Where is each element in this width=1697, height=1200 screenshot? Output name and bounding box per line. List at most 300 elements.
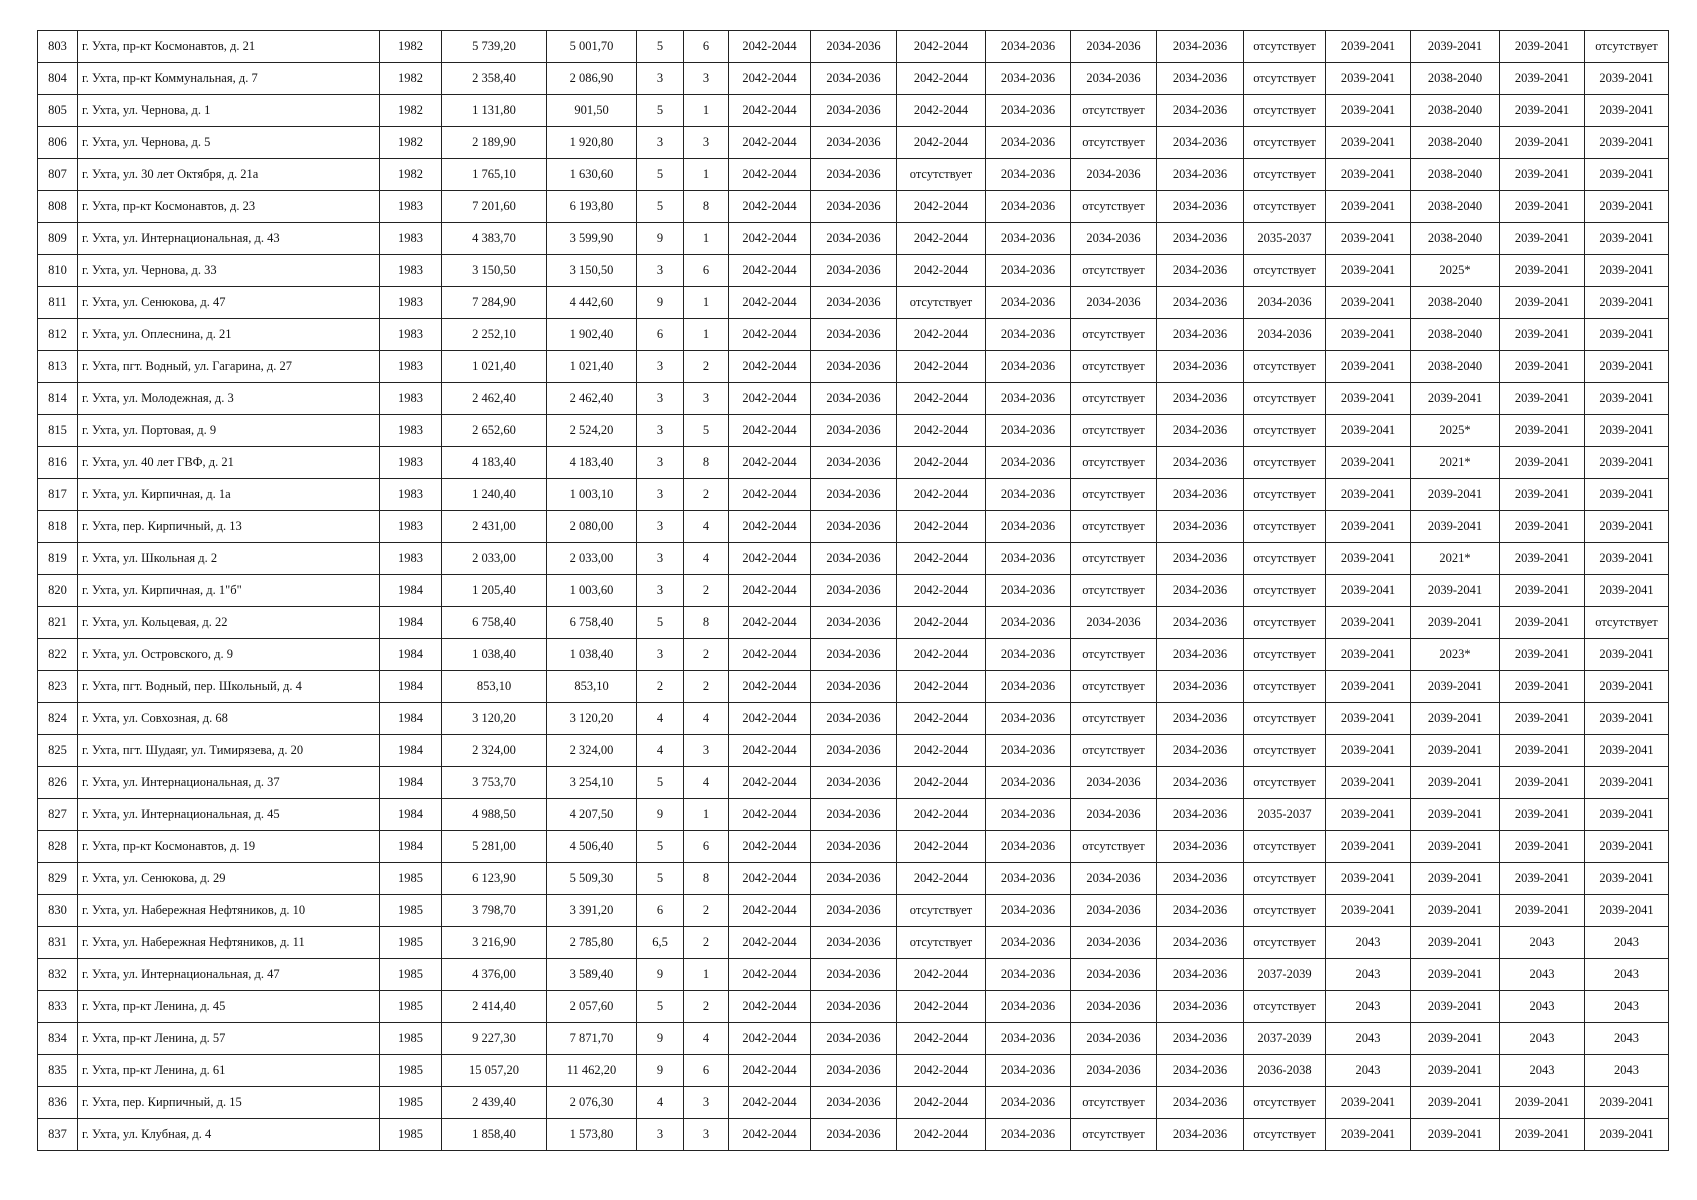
- table-cell: 2034-2036: [986, 703, 1071, 735]
- row-number-cell: 835: [38, 1055, 78, 1087]
- table-cell: 2034-2036: [986, 671, 1071, 703]
- table-cell: 2042-2044: [729, 895, 811, 927]
- table-cell: 2034-2036: [986, 575, 1071, 607]
- table-cell: 2042-2044: [897, 767, 986, 799]
- table-cell: 3: [637, 479, 684, 511]
- table-cell: 3 254,10: [547, 767, 637, 799]
- table-cell: отсутствует: [1244, 127, 1326, 159]
- address-cell: г. Ухта, пр-кт Космонавтов, д. 23: [78, 191, 380, 223]
- table-cell: 1985: [380, 927, 442, 959]
- table-cell: 2034-2036: [1157, 351, 1244, 383]
- table-cell: 2034-2036: [811, 127, 897, 159]
- table-cell: 2042-2044: [729, 351, 811, 383]
- table-cell: 2: [684, 895, 729, 927]
- row-number-cell: 811: [38, 287, 78, 319]
- table-cell: 5 509,30: [547, 863, 637, 895]
- row-number-cell: 812: [38, 319, 78, 351]
- table-cell: 2 033,00: [442, 543, 547, 575]
- table-cell: 1 003,60: [547, 575, 637, 607]
- table-cell: 2042-2044: [729, 799, 811, 831]
- row-number-cell: 817: [38, 479, 78, 511]
- table-cell: 2039-2041: [1411, 671, 1500, 703]
- table-cell: 2042-2044: [897, 447, 986, 479]
- table-cell: 1984: [380, 831, 442, 863]
- table-cell: отсутствует: [1244, 159, 1326, 191]
- table-cell: отсутствует: [1071, 735, 1157, 767]
- table-cell: 1985: [380, 863, 442, 895]
- table-cell: 2039-2041: [1585, 95, 1669, 127]
- table-cell: отсутствует: [1071, 703, 1157, 735]
- table-cell: отсутствует: [1585, 31, 1669, 63]
- table-cell: 2042-2044: [897, 351, 986, 383]
- row-number-cell: 829: [38, 863, 78, 895]
- table-cell: 2034-2036: [1157, 31, 1244, 63]
- table-cell: 2042-2044: [897, 479, 986, 511]
- table-cell: 2034-2036: [1071, 959, 1157, 991]
- table-cell: 2039-2041: [1500, 127, 1585, 159]
- table-cell: 2023*: [1411, 639, 1500, 671]
- table-cell: 2042-2044: [897, 415, 986, 447]
- table-row: [38, 895, 1669, 927]
- table-cell: 2042-2044: [897, 1055, 986, 1087]
- table-cell: 1983: [380, 383, 442, 415]
- table-cell: 2 462,40: [442, 383, 547, 415]
- table-cell: отсутствует: [1071, 479, 1157, 511]
- table-cell: отсутствует: [897, 159, 986, 191]
- table-cell: 2039-2041: [1500, 319, 1585, 351]
- table-cell: 2042-2044: [897, 63, 986, 95]
- table-cell: 1 765,10: [442, 159, 547, 191]
- table-row: [38, 703, 1669, 735]
- table-cell: 2039-2041: [1326, 1087, 1411, 1119]
- table-cell: 6,5: [637, 927, 684, 959]
- table-cell: 2034-2036: [811, 63, 897, 95]
- table-cell: 2034-2036: [811, 319, 897, 351]
- table-cell: 2034-2036: [986, 1023, 1071, 1055]
- table-cell: 2042-2044: [897, 223, 986, 255]
- table-cell: 2034-2036: [1157, 703, 1244, 735]
- table-cell: 5: [637, 991, 684, 1023]
- row-number-cell: 814: [38, 383, 78, 415]
- table-cell: 2 462,40: [547, 383, 637, 415]
- address-cell: г. Ухта, ул. Клубная, д. 4: [78, 1119, 380, 1151]
- table-cell: 2034-2036: [811, 959, 897, 991]
- table-cell: 3 120,20: [547, 703, 637, 735]
- table-cell: отсутствует: [1071, 543, 1157, 575]
- table-cell: 2039-2041: [1585, 831, 1669, 863]
- table-row: [38, 415, 1669, 447]
- table-cell: 2034-2036: [986, 31, 1071, 63]
- table-cell: 2042-2044: [729, 703, 811, 735]
- row-number-cell: 815: [38, 415, 78, 447]
- table-cell: 2039-2041: [1585, 863, 1669, 895]
- table-cell: отсутствует: [1071, 1087, 1157, 1119]
- table-row: [38, 639, 1669, 671]
- table-cell: 2034-2036: [986, 447, 1071, 479]
- table-cell: 3: [637, 639, 684, 671]
- table-row: [38, 575, 1669, 607]
- table-cell: 4 183,40: [442, 447, 547, 479]
- table-cell: 1985: [380, 991, 442, 1023]
- table-cell: 3: [637, 383, 684, 415]
- table-cell: 2042-2044: [897, 575, 986, 607]
- table-cell: 1984: [380, 703, 442, 735]
- address-cell: г. Ухта, пр-кт Ленина, д. 45: [78, 991, 380, 1023]
- table-cell: 2034-2036: [1157, 799, 1244, 831]
- table-cell: 2034-2036: [1157, 639, 1244, 671]
- table-cell: 8: [684, 863, 729, 895]
- table-cell: отсутствует: [1071, 575, 1157, 607]
- table-cell: 2 189,90: [442, 127, 547, 159]
- table-cell: 2043: [1585, 927, 1669, 959]
- table-cell: 2034-2036: [986, 607, 1071, 639]
- table-cell: 2034-2036: [1157, 447, 1244, 479]
- table-cell: 2034-2036: [811, 543, 897, 575]
- table-cell: 2039-2041: [1326, 639, 1411, 671]
- table-cell: 3: [637, 511, 684, 543]
- table-cell: 2034-2036: [811, 95, 897, 127]
- table-cell: 2: [684, 351, 729, 383]
- table-cell: 1984: [380, 607, 442, 639]
- address-cell: г. Ухта, ул. Интернациональная, д. 45: [78, 799, 380, 831]
- table-cell: 2034-2036: [986, 319, 1071, 351]
- table-cell: отсутствует: [1244, 1119, 1326, 1151]
- table-cell: отсутствует: [1244, 767, 1326, 799]
- address-cell: г. Ухта, ул. Чернова, д. 33: [78, 255, 380, 287]
- table-cell: 2039-2041: [1500, 63, 1585, 95]
- table-cell: 2034-2036: [811, 831, 897, 863]
- table-cell: 2043: [1500, 991, 1585, 1023]
- table-row: [38, 95, 1669, 127]
- table-cell: 2038-2040: [1411, 159, 1500, 191]
- table-cell: 2039-2041: [1585, 767, 1669, 799]
- table-cell: 2038-2040: [1411, 223, 1500, 255]
- row-number-cell: 810: [38, 255, 78, 287]
- table-cell: 2034-2036: [811, 1087, 897, 1119]
- table-cell: 2042-2044: [729, 607, 811, 639]
- table-row: [38, 383, 1669, 415]
- table-cell: отсутствует: [897, 927, 986, 959]
- table-cell: 2039-2041: [1500, 575, 1585, 607]
- table-cell: 1983: [380, 543, 442, 575]
- table-cell: 2 080,00: [547, 511, 637, 543]
- table-cell: 2034-2036: [811, 607, 897, 639]
- table-cell: 2034-2036: [1157, 607, 1244, 639]
- table-cell: 2034-2036: [1157, 927, 1244, 959]
- table-cell: 4 383,70: [442, 223, 547, 255]
- table-cell: 1984: [380, 671, 442, 703]
- table-cell: 2038-2040: [1411, 351, 1500, 383]
- table-cell: 1982: [380, 159, 442, 191]
- table-cell: 1983: [380, 415, 442, 447]
- row-number-cell: 831: [38, 927, 78, 959]
- row-number-cell: 818: [38, 511, 78, 543]
- table-cell: 2034-2036: [986, 991, 1071, 1023]
- address-cell: г. Ухта, пр-кт Космонавтов, д. 19: [78, 831, 380, 863]
- table-cell: 15 057,20: [442, 1055, 547, 1087]
- table-cell: 2034-2036: [986, 639, 1071, 671]
- table-cell: 9: [637, 287, 684, 319]
- table-cell: 1982: [380, 95, 442, 127]
- table-cell: 5: [637, 767, 684, 799]
- table-cell: 2034-2036: [811, 159, 897, 191]
- address-cell: г. Ухта, ул. Кирпичная, д. 1"б": [78, 575, 380, 607]
- table-cell: 2039-2041: [1326, 799, 1411, 831]
- table-cell: отсутствует: [1071, 639, 1157, 671]
- table-cell: 2038-2040: [1411, 319, 1500, 351]
- table-cell: 2034-2036: [811, 223, 897, 255]
- address-cell: г. Ухта, пр-кт Коммунальная, д. 7: [78, 63, 380, 95]
- table-cell: 1983: [380, 511, 442, 543]
- table-cell: 2043: [1326, 991, 1411, 1023]
- table-row: [38, 255, 1669, 287]
- table-cell: 2034-2036: [811, 511, 897, 543]
- table-cell: 2042-2044: [897, 191, 986, 223]
- table-cell: 2042-2044: [729, 1023, 811, 1055]
- table-cell: 1: [684, 287, 729, 319]
- table-cell: 2034-2036: [1071, 767, 1157, 799]
- table-cell: 2034-2036: [986, 959, 1071, 991]
- table-cell: 2034-2036: [811, 255, 897, 287]
- table-row: [38, 767, 1669, 799]
- table-cell: 2034-2036: [811, 479, 897, 511]
- table-cell: 2039-2041: [1585, 447, 1669, 479]
- row-number-cell: 834: [38, 1023, 78, 1055]
- address-cell: г. Ухта, ул. Портовая, д. 9: [78, 415, 380, 447]
- table-cell: 2042-2044: [729, 319, 811, 351]
- table-cell: 2042-2044: [729, 671, 811, 703]
- table-cell: 2034-2036: [811, 1119, 897, 1151]
- table-cell: 4: [684, 1023, 729, 1055]
- table-cell: 2039-2041: [1326, 447, 1411, 479]
- table-cell: 2039-2041: [1585, 287, 1669, 319]
- table-cell: 1 038,40: [547, 639, 637, 671]
- table-cell: отсутствует: [1071, 511, 1157, 543]
- table-cell: 6: [684, 255, 729, 287]
- table-cell: 2039-2041: [1500, 415, 1585, 447]
- table-cell: 2039-2041: [1326, 511, 1411, 543]
- table-cell: 2034-2036: [1157, 127, 1244, 159]
- table-cell: 2039-2041: [1585, 735, 1669, 767]
- table-cell: 2042-2044: [729, 543, 811, 575]
- table-cell: 2 057,60: [547, 991, 637, 1023]
- table-cell: отсутствует: [1585, 607, 1669, 639]
- table-cell: 4 183,40: [547, 447, 637, 479]
- table-cell: 3: [684, 1087, 729, 1119]
- table-cell: отсутствует: [1071, 95, 1157, 127]
- table-cell: 2042-2044: [729, 959, 811, 991]
- table-cell: 2039-2041: [1500, 1119, 1585, 1151]
- table-cell: 2: [684, 639, 729, 671]
- table-cell: 2039-2041: [1326, 1119, 1411, 1151]
- row-number-cell: 836: [38, 1087, 78, 1119]
- table-cell: 2034-2036: [1157, 511, 1244, 543]
- table-cell: 2034-2036: [1244, 319, 1326, 351]
- table-cell: отсутствует: [1071, 831, 1157, 863]
- table-cell: отсутствует: [1244, 607, 1326, 639]
- table-cell: 2043: [1500, 927, 1585, 959]
- address-cell: г. Ухта, ул. Интернациональная, д. 43: [78, 223, 380, 255]
- table-cell: 853,10: [547, 671, 637, 703]
- row-number-cell: 804: [38, 63, 78, 95]
- table-cell: 2034-2036: [811, 415, 897, 447]
- table-cell: 2039-2041: [1500, 223, 1585, 255]
- table-cell: 4: [684, 767, 729, 799]
- row-number-cell: 828: [38, 831, 78, 863]
- table-cell: 7 284,90: [442, 287, 547, 319]
- table-cell: 901,50: [547, 95, 637, 127]
- table-row: [38, 511, 1669, 543]
- row-number-cell: 808: [38, 191, 78, 223]
- table-cell: 2042-2044: [729, 415, 811, 447]
- table-cell: 2039-2041: [1411, 735, 1500, 767]
- table-cell: 2042-2044: [729, 1119, 811, 1151]
- table-row: [38, 671, 1669, 703]
- table-cell: 1 240,40: [442, 479, 547, 511]
- table-cell: 2 652,60: [442, 415, 547, 447]
- table-cell: 2034-2036: [811, 1055, 897, 1087]
- table-cell: 2039-2041: [1326, 255, 1411, 287]
- table-cell: 2 785,80: [547, 927, 637, 959]
- table-cell: 2034-2036: [1157, 895, 1244, 927]
- row-number-cell: 805: [38, 95, 78, 127]
- table-cell: 2042-2044: [729, 255, 811, 287]
- table-cell: 3 391,20: [547, 895, 637, 927]
- table-cell: 1 205,40: [442, 575, 547, 607]
- table-cell: 2039-2041: [1326, 831, 1411, 863]
- table-cell: 5 739,20: [442, 31, 547, 63]
- table-cell: 2039-2041: [1411, 863, 1500, 895]
- table-cell: 4: [684, 703, 729, 735]
- table-cell: 2042-2044: [897, 799, 986, 831]
- table-row: [38, 1119, 1669, 1151]
- table-cell: 2043: [1500, 959, 1585, 991]
- row-number-cell: 823: [38, 671, 78, 703]
- address-cell: г. Ухта, ул. 30 лет Октября, д. 21а: [78, 159, 380, 191]
- table-cell: 1985: [380, 1087, 442, 1119]
- table-cell: 1985: [380, 1023, 442, 1055]
- table-cell: 2039-2041: [1326, 575, 1411, 607]
- housing-repair-schedule-table: [37, 30, 1669, 1151]
- table-cell: отсутствует: [1071, 319, 1157, 351]
- table-cell: 2039-2041: [1500, 895, 1585, 927]
- table-cell: 1984: [380, 799, 442, 831]
- table-cell: 2034-2036: [986, 351, 1071, 383]
- row-number-cell: 821: [38, 607, 78, 639]
- table-cell: 1983: [380, 191, 442, 223]
- table-cell: 2034-2036: [811, 735, 897, 767]
- table-cell: 2039-2041: [1585, 1087, 1669, 1119]
- table-cell: 2034-2036: [986, 127, 1071, 159]
- table-cell: 2039-2041: [1500, 191, 1585, 223]
- table-cell: отсутствует: [1071, 447, 1157, 479]
- table-cell: отсутствует: [1071, 351, 1157, 383]
- table-cell: отсутствует: [1244, 511, 1326, 543]
- table-cell: отсутствует: [1244, 543, 1326, 575]
- table-cell: отсутствует: [1244, 447, 1326, 479]
- table-cell: 1982: [380, 63, 442, 95]
- table-cell: 2039-2041: [1500, 159, 1585, 191]
- table-cell: 2034-2036: [1157, 191, 1244, 223]
- table-cell: 1983: [380, 255, 442, 287]
- table-row: [38, 287, 1669, 319]
- table-cell: 2034-2036: [986, 799, 1071, 831]
- table-cell: отсутствует: [1244, 863, 1326, 895]
- address-cell: г. Ухта, пгт. Шудаяг, ул. Тимирязева, д. 20: [78, 735, 380, 767]
- table-cell: 3: [637, 575, 684, 607]
- table-cell: 2021*: [1411, 543, 1500, 575]
- table-cell: отсутствует: [1244, 927, 1326, 959]
- table-cell: 2034-2036: [811, 799, 897, 831]
- table-cell: 4 988,50: [442, 799, 547, 831]
- table-cell: отсутствует: [1071, 415, 1157, 447]
- address-cell: г. Ухта, ул. Совхозная, д. 68: [78, 703, 380, 735]
- table-cell: 2039-2041: [1326, 767, 1411, 799]
- table-cell: 1: [684, 959, 729, 991]
- row-number-cell: 822: [38, 639, 78, 671]
- address-cell: г. Ухта, пр-кт Ленина, д. 57: [78, 1023, 380, 1055]
- table-cell: 1982: [380, 31, 442, 63]
- table-cell: 2034-2036: [986, 479, 1071, 511]
- table-cell: 2043: [1500, 1023, 1585, 1055]
- table-cell: 3: [684, 63, 729, 95]
- table-cell: 2036-2038: [1244, 1055, 1326, 1087]
- table-cell: 1983: [380, 223, 442, 255]
- table-cell: 2034-2036: [986, 383, 1071, 415]
- table-cell: 3 798,70: [442, 895, 547, 927]
- table-cell: 2042-2044: [729, 95, 811, 127]
- table-cell: 1985: [380, 959, 442, 991]
- row-number-cell: 832: [38, 959, 78, 991]
- table-cell: 1: [684, 159, 729, 191]
- table-cell: отсутствует: [1244, 735, 1326, 767]
- table-cell: 2034-2036: [986, 255, 1071, 287]
- table-cell: 2042-2044: [897, 991, 986, 1023]
- table-cell: 2039-2041: [1326, 127, 1411, 159]
- address-cell: г. Ухта, ул. Кирпичная, д. 1а: [78, 479, 380, 511]
- table-cell: 2039-2041: [1411, 1055, 1500, 1087]
- table-cell: 2034-2036: [986, 927, 1071, 959]
- table-cell: 2042-2044: [729, 191, 811, 223]
- table-cell: 2039-2041: [1411, 831, 1500, 863]
- table-cell: 2025*: [1411, 415, 1500, 447]
- table-cell: 2034-2036: [1157, 959, 1244, 991]
- table-cell: 2039-2041: [1585, 799, 1669, 831]
- table-cell: 2034-2036: [811, 863, 897, 895]
- address-cell: г. Ухта, ул. Школьная д. 2: [78, 543, 380, 575]
- table-cell: 2042-2044: [897, 607, 986, 639]
- table-cell: 4: [637, 735, 684, 767]
- table-cell: 2042-2044: [729, 447, 811, 479]
- row-number-cell: 816: [38, 447, 78, 479]
- table-cell: 2 524,20: [547, 415, 637, 447]
- table-cell: 5: [637, 95, 684, 127]
- row-number-cell: 826: [38, 767, 78, 799]
- table-cell: 2034-2036: [986, 159, 1071, 191]
- table-cell: 9: [637, 1055, 684, 1087]
- table-cell: 6: [637, 319, 684, 351]
- table-cell: 2039-2041: [1411, 575, 1500, 607]
- table-cell: 3: [637, 127, 684, 159]
- table-cell: 2039-2041: [1500, 255, 1585, 287]
- table-cell: отсутствует: [1244, 1087, 1326, 1119]
- table-cell: 2042-2044: [897, 255, 986, 287]
- table-cell: 5: [637, 863, 684, 895]
- table-cell: 1: [684, 223, 729, 255]
- table-cell: 2039-2041: [1500, 703, 1585, 735]
- table-cell: 2039-2041: [1411, 959, 1500, 991]
- table-cell: отсутствует: [1244, 191, 1326, 223]
